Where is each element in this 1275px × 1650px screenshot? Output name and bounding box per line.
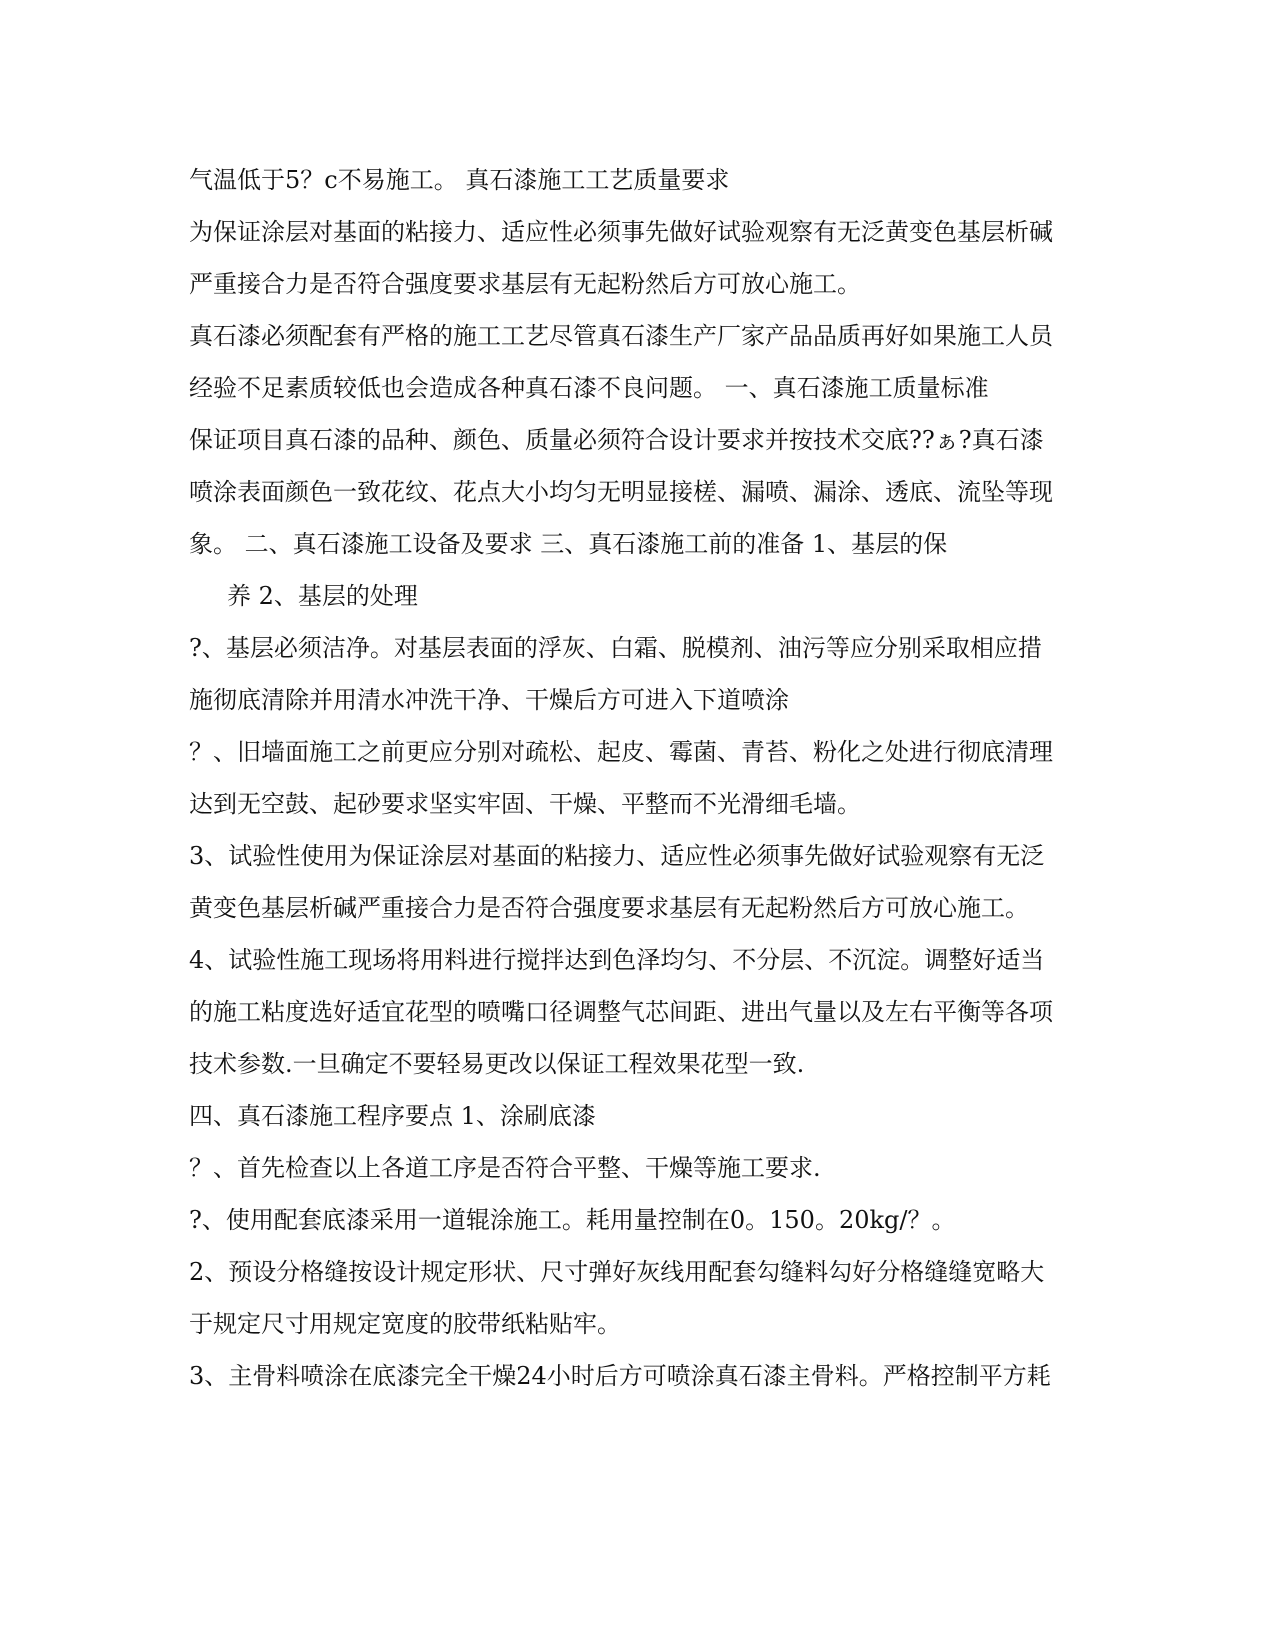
text-line: 施彻底清除并用清水冲洗干净、干燥后方可进入下道喷涂 [189, 686, 789, 714]
text-line: ?、使用配套底漆采用一道辊涂施工。耗用量控制在0。150。20kg/？。 [189, 1206, 956, 1234]
text-line: 真石漆必须配套有严格的施工工艺尽管真石漆生产厂家产品品质再好如果施工人员 [189, 322, 1053, 350]
text-line: 达到无空鼓、起砂要求坚实牢固、干燥、平整而不光滑细毛墙。 [189, 790, 861, 818]
text-line: 于规定尺寸用规定宽度的胶带纸粘贴牢。 [189, 1310, 621, 1338]
text-line: 3、主骨料喷涂在底漆完全干燥24小时后方可喷涂真石漆主骨料。严格控制平方耗 [189, 1362, 1051, 1390]
text-line: 保证项目真石漆的品种、颜色、质量必须符合设计要求并按技术交底??ぁ?真石漆 [189, 426, 1044, 454]
text-line: 3、试验性使用为保证涂层对基面的粘接力、适应性必须事先做好试验观察有无泛 [189, 842, 1045, 870]
text-line: 气温低于5？c不易施工。 真石漆施工工艺质量要求 [189, 166, 730, 194]
text-line: 的施工粘度选好适宜花型的喷嘴口径调整气芯间距、进出气量以及左右平衡等各项 [189, 998, 1053, 1026]
text-line: 经验不足素质较低也会造成各种真石漆不良问题。 一、真石漆施工质量标准 [189, 374, 989, 402]
text-line: 黄变色基层析碱严重接合力是否符合强度要求基层有无起粉然后方可放心施工。 [189, 894, 1029, 922]
text-line: 喷涂表面颜色一致花纹、花点大小均匀无明显接槎、漏喷、漏涂、透底、流坠等现 [189, 478, 1053, 506]
text-line: 象。 二、真石漆施工设备及要求 三、真石漆施工前的准备 1、基层的保 [189, 530, 948, 558]
text-line: 四、真石漆施工程序要点 1、涂刷底漆 [189, 1102, 596, 1130]
text-line: 4、试验性施工现场将用料进行搅拌达到色泽均匀、不分层、不沉淀。调整好适当 [189, 946, 1045, 974]
text-line: 为保证涂层对基面的粘接力、适应性必须事先做好试验观察有无泛黄变色基层析碱 [189, 218, 1053, 246]
text-line: 严重接合力是否符合强度要求基层有无起粉然后方可放心施工。 [189, 270, 861, 298]
text-line: 2、预设分格缝按设计规定形状、尺寸弹好灰线用配套勾缝料勾好分格缝缝宽略大 [189, 1258, 1045, 1286]
text-line: 养 2、基层的处理 [227, 582, 418, 610]
text-line: ？、首先检查以上各道工序是否符合平整、干燥等施工要求. [189, 1154, 821, 1182]
text-line: 技术参数.一旦确定不要轻易更改以保证工程效果花型一致. [189, 1050, 805, 1078]
text-line: ?、基层必须洁净。对基层表面的浮灰、白霜、脱模剂、油污等应分别采取相应措 [189, 634, 1042, 662]
text-line: ？、旧墙面施工之前更应分别对疏松、起皮、霉菌、青苔、粉化之处进行彻底清理 [189, 738, 1053, 766]
